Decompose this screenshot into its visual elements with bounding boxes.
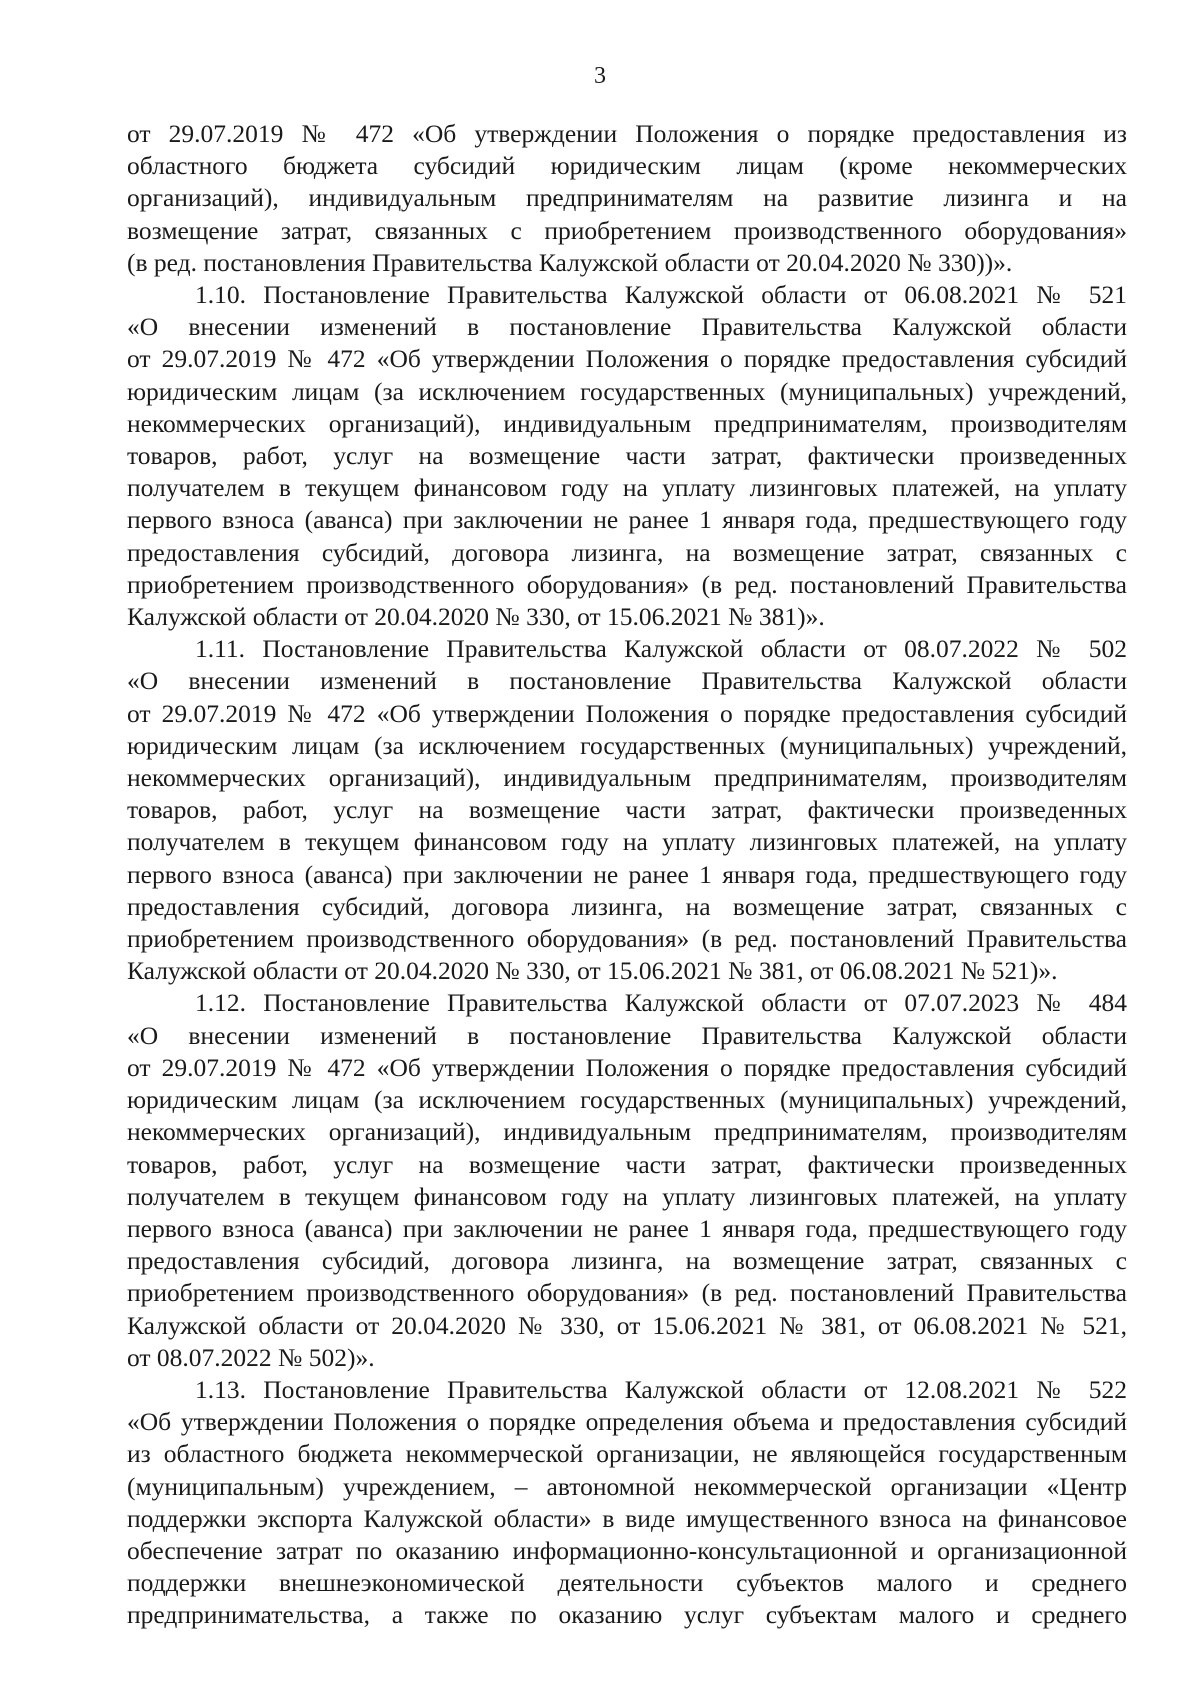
text-line: организаций), индивидуальным предпринимателям на развитие лизинга и на: [127, 183, 1127, 213]
text-line: поддержки внешнеэкономической деятельности субъектов малого и среднего: [127, 1568, 1127, 1598]
text-line: от 08.07.2022 № 502)».: [127, 1342, 375, 1372]
text-line: юридическим лицам (за исключением государственных (муниципальных) учреждений,: [127, 1085, 1127, 1115]
text-line: Калужской области от 20.04.2020 № 330, от 15.06.2021 № 381, от 06.08.2021 № 521,: [127, 1310, 1127, 1340]
text-line: первого взноса (аванса) при заключении не ранее 1 января года, предшествующего году: [127, 505, 1127, 535]
text-line: областного бюджета субсидий юридическим лицам (кроме некоммерческих: [127, 151, 1127, 181]
text-line: юридическим лицам (за исключением государственных (муниципальных) учреждений,: [127, 376, 1127, 406]
text-line: получателем в текущем финансовом году на уплату лизинговых платежей, на уплату: [127, 827, 1127, 857]
text-line: некоммерческих организаций), индивидуальным предпринимателям, производителям: [127, 763, 1127, 793]
text-line: обеспечение затрат по оказанию информационно-консультационной и организационной: [127, 1535, 1127, 1565]
page-number: 3: [594, 63, 606, 89]
text-line: получателем в текущем финансовом году на уплату лизинговых платежей, на уплату: [127, 1181, 1127, 1211]
text-line: некоммерческих организаций), индивидуальным предпринимателям, производителям: [127, 408, 1127, 438]
text-line: 1.10. Постановление Правительства Калужской области от 06.08.2021 № 521: [195, 280, 1127, 310]
text-line: 1.13. Постановление Правительства Калужской области от 12.08.2021 № 522: [195, 1374, 1127, 1404]
text-line: 1.12. Постановление Правительства Калужской области от 07.07.2023 № 484: [195, 988, 1127, 1018]
text-line: предпринимательства, а также по оказанию услуг субъектам малого и среднего: [127, 1600, 1127, 1630]
text-line: первого взноса (аванса) при заключении не ранее 1 января года, предшествующего году: [127, 1213, 1127, 1243]
text-line: предоставления субсидий, договора лизинга, на возмещение затрат, связанных с: [127, 891, 1127, 921]
text-line: из областного бюджета некоммерческой организации, не являющейся государственным: [127, 1439, 1127, 1469]
text-line: получателем в текущем финансовом году на уплату лизинговых платежей, на уплату: [127, 473, 1127, 503]
paragraph: [127, 118, 1127, 279]
paragraph: [127, 1374, 1127, 1632]
document-body: [127, 118, 1127, 1632]
paragraph: [127, 987, 1127, 1373]
text-line: Калужской области от 20.04.2020 № 330, от 15.06.2021 № 381)».: [127, 602, 825, 632]
text-line: Калужской области от 20.04.2020 № 330, от 15.06.2021 № 381, от 06.08.2021 № 521)».: [127, 956, 1058, 986]
text-line: приобретением производственного оборудования» (в ред. постановлений Правительства: [127, 1278, 1127, 1308]
text-line: товаров, работ, услуг на возмещение части затрат, фактически произведенных: [127, 1149, 1127, 1179]
text-line: «Об утверждении Положения о порядке определения объема и предоставления субсидий: [127, 1407, 1127, 1437]
text-line: возмещение затрат, связанных с приобретением производственного оборудования»: [127, 215, 1127, 245]
text-line: «О внесении изменений в постановление Правительства Калужской области: [127, 1020, 1127, 1050]
text-line: 1.11. Постановление Правительства Калужской области от 08.07.2022 № 502: [195, 634, 1127, 664]
text-line: поддержки экспорта Калужской области» в виде имущественного взноса на финансовое: [127, 1503, 1127, 1533]
text-line: товаров, работ, услуг на возмещение части затрат, фактически произведенных: [127, 441, 1127, 471]
text-line: от 29.07.2019 № 472 «Об утверждении Положения о порядке предоставления субсидий: [127, 698, 1127, 728]
text-line: первого взноса (аванса) при заключении не ранее 1 января года, предшествующего году: [127, 859, 1127, 889]
text-line: «О внесении изменений в постановление Правительства Калужской области: [127, 312, 1127, 342]
text-line: приобретением производственного оборудования» (в ред. постановлений Правительства: [127, 569, 1127, 599]
text-line: от 29.07.2019 № 472 «Об утверждении Положения о порядке предоставления из: [127, 119, 1127, 148]
text-line: товаров, работ, услуг на возмещение части затрат, фактически произведенных: [127, 795, 1127, 825]
text-line: (муниципальным) учреждением, – автономной некоммерческой организации «Центр: [127, 1471, 1127, 1501]
text-line: предоставления субсидий, договора лизинга, на возмещение затрат, связанных с: [127, 537, 1127, 567]
text-line: от 29.07.2019 № 472 «Об утверждении Положения о порядке предоставления субсидий: [127, 344, 1127, 374]
text-line: некоммерческих организаций), индивидуальным предпринимателям, производителям: [127, 1117, 1127, 1147]
text-line: от 29.07.2019 № 472 «Об утверждении Положения о порядке предоставления субсидий: [127, 1052, 1127, 1082]
text-line: (в ред. постановления Правительства Калужской области от 20.04.2020 № 330))».: [127, 247, 1013, 277]
text-line: приобретением производственного оборудования» (в ред. постановлений Правительства: [127, 924, 1127, 954]
text-line: предоставления субсидий, договора лизинга, на возмещение затрат, связанных с: [127, 1246, 1127, 1276]
paragraph: [127, 279, 1127, 633]
text-line: юридическим лицам (за исключением государственных (муниципальных) учреждений,: [127, 730, 1127, 760]
paragraph: [127, 633, 1127, 987]
text-line: «О внесении изменений в постановление Правительства Калужской области: [127, 666, 1127, 696]
